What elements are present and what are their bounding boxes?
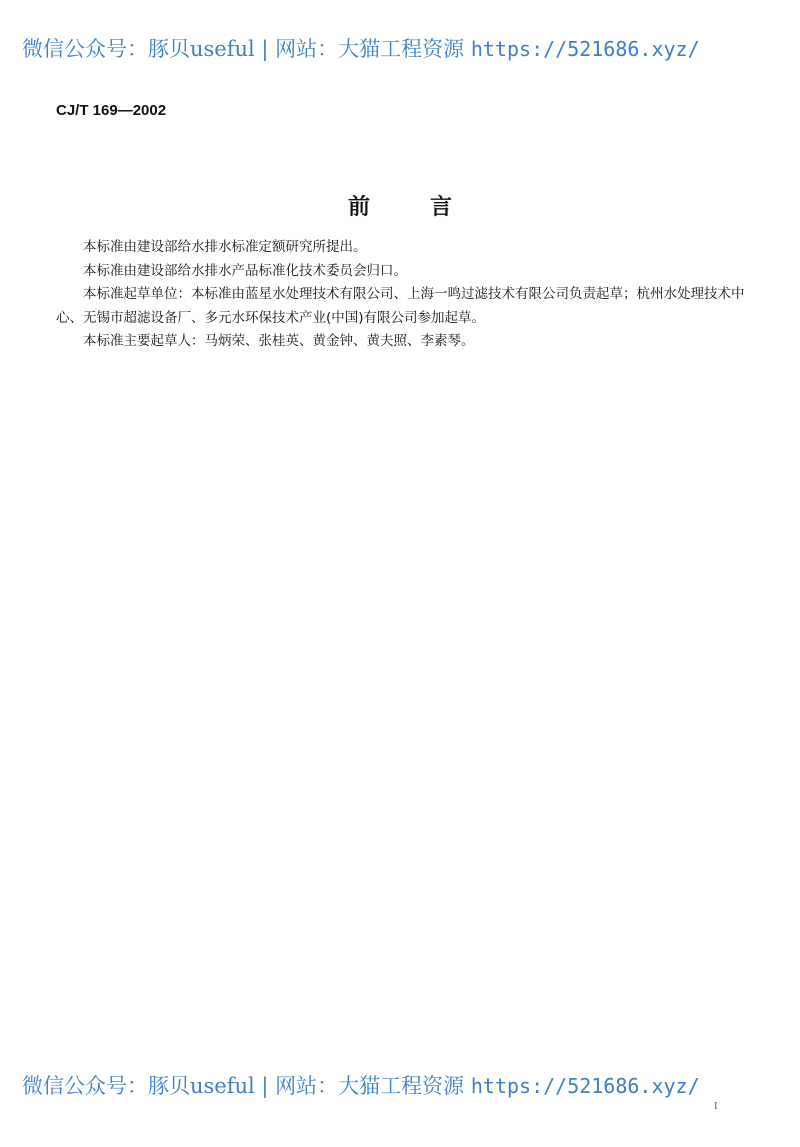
paragraph: 本标准由建设部给水排水产品标准化技术委员会归口。: [83, 262, 407, 279]
paragraph: 本标准起草单位：本标准由蓝星水处理技术有限公司、上海一鸣过滤技术有限公司负责起草；杭州水处理技术中心、无锡市超滤设备厂、多元水环保技术产业(中国)有限公司参加起草。: [56, 286, 745, 326]
watermark-top: [22, 33, 700, 63]
watermark-text: 微信公众号：豚贝useful | 网站：大猫工程资源: [22, 37, 465, 61]
page-title: 前言: [347, 194, 512, 220]
paragraph: 本标准主要起草人：马炳荣、张桂英、黄金钟、黄夫照、李素琴。: [83, 333, 475, 349]
watermark-url: https://521686.xyz/: [470, 1074, 700, 1098]
watermark-url: https://521686.xyz/: [470, 37, 700, 61]
watermark-bottom: [22, 1070, 700, 1100]
watermark-text: 微信公众号：豚贝useful | 网站：大猫工程资源: [22, 1074, 465, 1098]
foreword-body: [56, 236, 746, 354]
paragraph: 本标准由建设部给水排水标准定额研究所提出。: [83, 239, 367, 255]
standard-number: CJ/T 169—2002: [56, 102, 167, 119]
page-number: I: [714, 1102, 718, 1112]
